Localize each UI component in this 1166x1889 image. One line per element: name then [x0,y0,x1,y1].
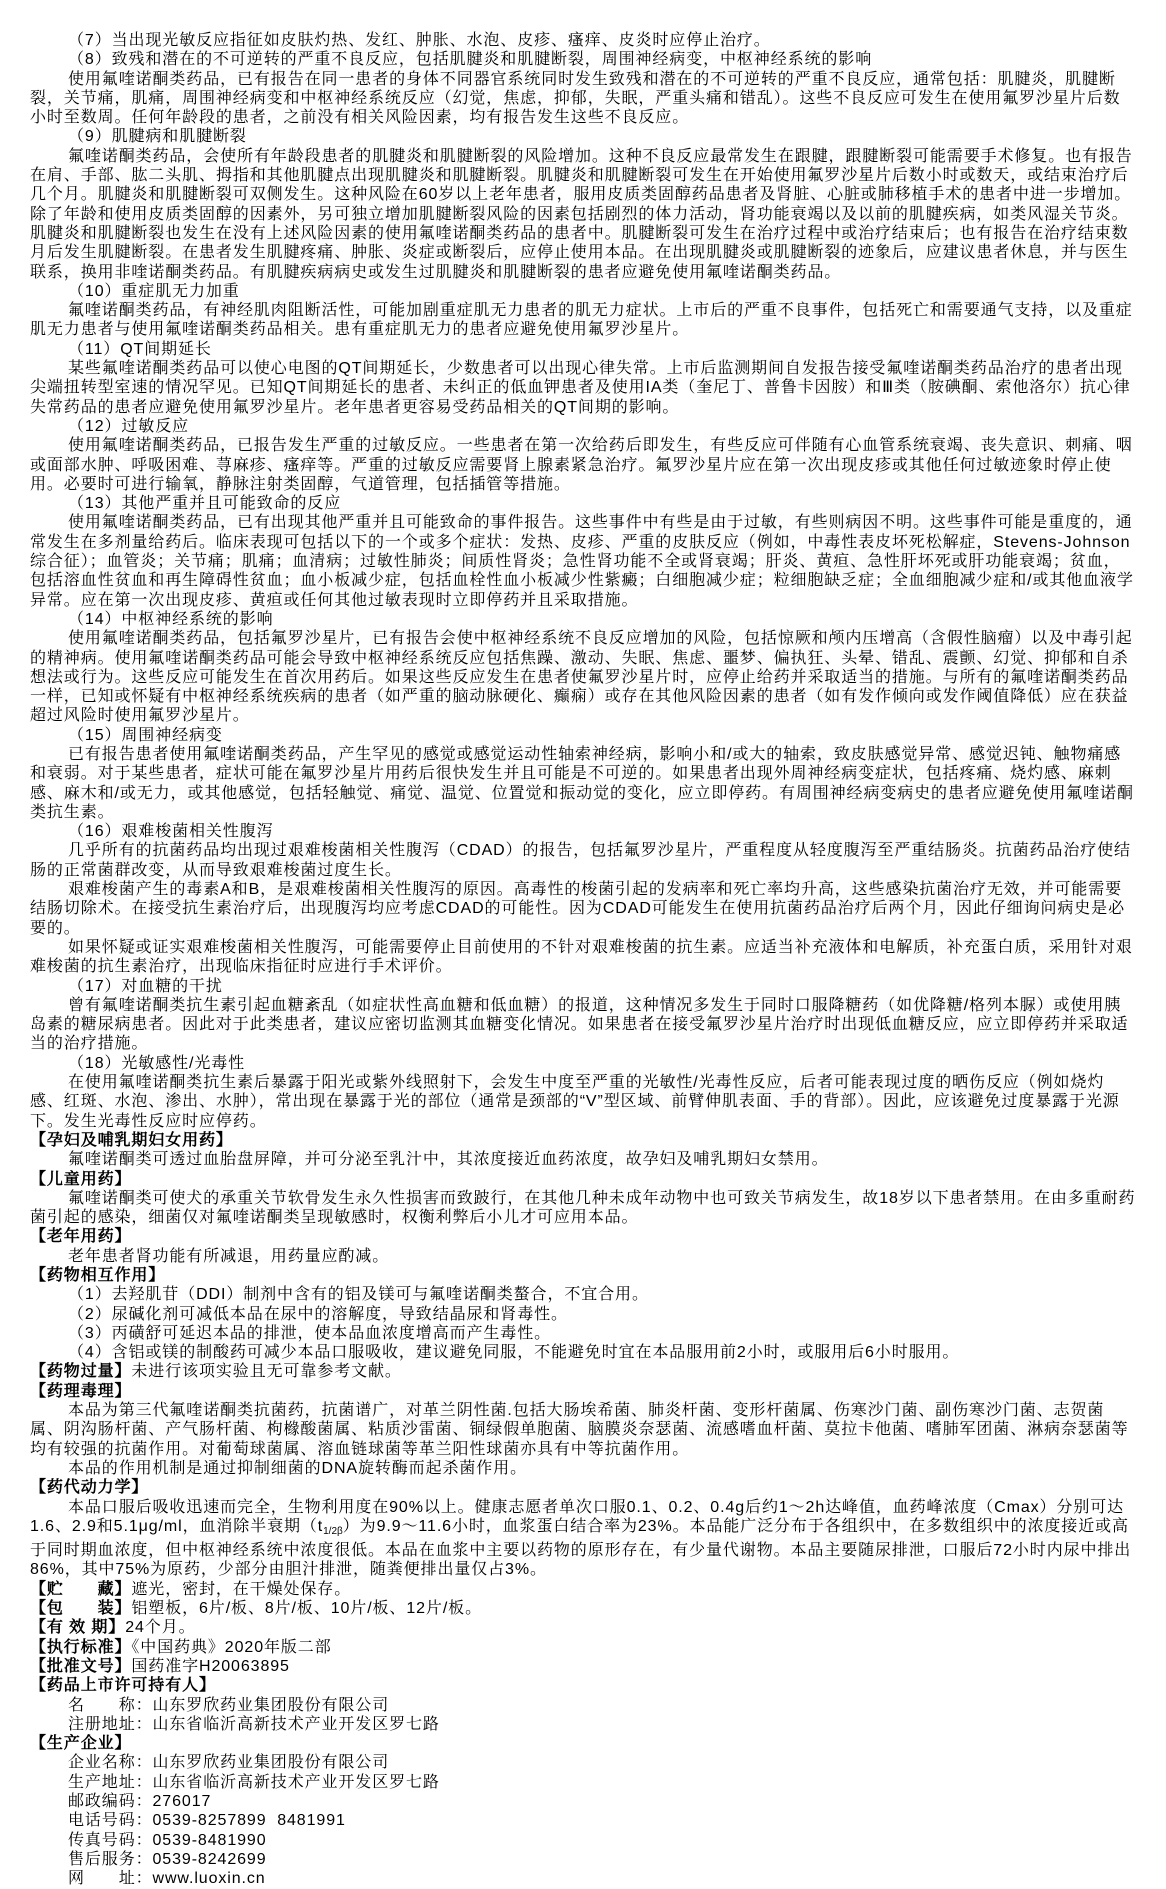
after-sales-service [30,1850,1136,1869]
warning-body-17 [30,996,1136,1054]
warning-item-7 [30,31,1136,50]
subscript-text: 1/2β [323,1525,343,1537]
text-run: 本品的作用机制是通过抑制细菌的DNA旋转酶而起杀菌作用。 [68,1459,527,1477]
text-run: 24个月。 [125,1619,196,1637]
text-run: ）为9.9～11.6小时，血浆蛋白结合率为23%。本品能广泛分布于各组织中，在多数组织中的浓度接近或高于同时期血浓度，但中枢神经系统中浓度很低。本品在血浆中主要以药物的原形存在，有少量代谢物。本品主要随尿排泄，口服后72小时内尿中排出86%，其中75%为原药，少部分由胆汁排泄，随粪便排出量仅占3%。 [30,1517,1132,1579]
warning-item-17 [30,977,1136,996]
text-run: （12）过敏反应 [68,417,189,435]
warning-item-11 [30,340,1136,359]
approval-number [30,1657,1136,1676]
warning-item-8 [30,50,1136,69]
warning-body-10 [30,301,1136,340]
text-run: 传真号码：0539-8481990 [68,1831,267,1849]
text-run: 艰难梭菌产生的毒素A和B，是艰难梭菌相关性腹泻的原因。高毒性的梭菌引起的发病率和死亡率均升高，这些感染抗菌治疗无效，并可能需要结肠切除术。在接受抗生素治疗后，出现腹泻均应考虑CDAD的可能性。因为CDAD可能发生在使用抗菌药品治疗后两个月，因此仔细询问病史是必要的。 [30,881,1125,937]
geriatric-body [30,1247,1136,1266]
section-drug-interactions [30,1266,1136,1285]
text-run: 企业名称：山东罗欣药业集团股份有限公司 [68,1754,390,1772]
warning-body-16a [30,841,1136,880]
text-run: 几乎所有的抗菌药品均出现过艰难梭菌相关性腹泻（CDAD）的报告，包括氟罗沙星片，严重程度从轻度腹泻至严重结肠炎。抗菌药品治疗使结肠的正常菌群改变，从而导致艰难梭菌过度生长。 [30,842,1131,879]
text-run: 铝塑板，6片/板、8片/板、10片/板、12片/板。 [131,1600,482,1618]
text-run: 电话号码：0539-8257899 8481991 [68,1812,346,1830]
interaction-item-4 [30,1343,1136,1362]
warning-item-14 [30,610,1136,629]
text-run: （17）对血糖的干扰 [68,977,223,995]
packaging [30,1599,1136,1618]
warning-body-8 [30,70,1136,128]
text-run: （11）QT间期延长 [68,340,212,358]
text-run: （10）重症肌无力加重 [68,282,240,300]
execution-standard [30,1638,1136,1657]
execution-standard-label: 【执行标准】 [30,1638,132,1656]
text-run: 使用氟喹诺酮类药品，已有报告在同一患者的身体不同器官系统同时发生致残和潜在的不可逆转的严重不良反应，通常包括：肌腱炎，肌腱断裂，关节痛，肌痛，周围神经病变和中枢神经系统反应（幻觉，焦虑，抑郁，失眠，严重头痛和错乱）。这些不良反应可发生在使用氟罗沙星片后数小时至数周。任何年龄段的患者，之前没有相关风险因素，均有报告发生这些不良反应。 [30,70,1121,127]
section-pharmacokinetics [30,1478,1136,1497]
text-run: 本品为第三代氟喹诺酮类抗菌药，抗菌谱广，对革兰阴性菌.包括大肠埃希菌、肺炎杆菌、变形杆菌属、伤寒沙门菌、副伤寒沙门菌、志贺菌属、阴沟肠杆菌、产气肠杆菌、枸橼酸菌属、粘质沙雷菌、铜绿假单胞菌、脑膜炎奈瑟菌、流感嗜血杆菌、莫拉卡他菌、嗜肺军团菌、淋病奈瑟菌等均有较强的抗菌作用。对葡萄球菌属、溶血链球菌等革兰阳性球菌亦具有中等抗菌作用。 [30,1402,1129,1458]
section-overdose [30,1362,1136,1381]
text-run: 名 称：山东罗欣药业集团股份有限公司 [68,1696,390,1714]
text-run: （18）光敏感性/光毒性 [68,1054,246,1072]
text-run: 氟喹诺酮类药品，有神经肌肉阻断活性，可能加剧重症肌无力患者的肌无力症状。上市后的严重不良事件，包括死亡和需要通气支持，以及重症肌无力患者与使用氟喹诺酮类药品相关。患有重症肌无力的患者应避免使用氟罗沙星片。 [30,302,1133,339]
text-run: 【生产企业】 [30,1735,132,1753]
warning-item-15 [30,726,1136,745]
section-manufacturer [30,1734,1136,1753]
text-run: 注册地址：山东省临沂高新技术产业开发区罗七路 [68,1715,440,1733]
text-run: 氟喹诺酮类可透过血胎盘屏障，并可分泌至乳汁中，其浓度接近血药浓度，故孕妇及哺乳期妇女禁用。 [68,1151,829,1169]
text-run: 老年患者肾功能有所减退，用药量应酌减。 [68,1247,390,1265]
manufacturer-name [30,1753,1136,1772]
warning-body-15 [30,745,1136,822]
text-run: （13）其他严重并且可能致命的反应 [68,495,342,513]
text-run: （1）去羟肌苷（DDI）制剂中含有的铝及镁可与氟喹诺酮类螯合，不宜合用。 [68,1286,649,1304]
postal-code [30,1792,1136,1811]
text-run: 本品口服后吸收迅速而完全，生物利用度在90%以上。健康志愿者单次口服0.1、0.2、0.4g后约1～2h达峰值，血药峰浓度（Cmax）分别可达1.6、2.9和5.1μg/ml，血消除半衰期（t [30,1498,1125,1535]
warning-body-16c [30,938,1136,977]
text-run: 曾有氟喹诺酮类抗生素引起血糖紊乱（如症状性高血糖和低血糖）的报道，这种情况多发生于同时口服降糖药（如优降糖/格列本脲）或使用胰岛素的糖尿病患者。因此对于此类患者，建议应密切监测其血糖变化情况。如果患者在接受氟罗沙星片治疗时出现低血糖反应，应立即停药并采取适当的治疗措施。 [30,996,1129,1053]
shelf-life [30,1618,1136,1637]
text-run: 使用氟喹诺酮类药品，已有出现其他严重并且可能致命的事件报告。这些事件中有些是由于过敏，有些则病因不明。这些事件可能是重度的，通常发生在多剂量给药后。临床表现可包括以下的一个或多个症状：发热、皮疹、严重的皮肤反应（例如，中毒性表皮坏死松解症，Stevens-Johnson综合征）；血管炎；关节痛；肌痛；血清病；过敏性肺炎；间质性肾炎；急性肾功能不全或肾衰竭；肝炎、黄疸、急性肝坏死或肝功能衰竭；贫血，包括溶血性贫血和再生障碍性贫血；血小板减少症，包括血栓性血小板减少性紫癜；白细胞减少症；粒细胞缺乏症；全血细胞减少症和/或其他血液学异常。应在第一次出现皮疹、黄疸或任何其他过敏表现时立即停药并且采取措施。 [30,514,1134,609]
section-geriatric-use [30,1227,1136,1246]
warning-body-11 [30,359,1136,417]
packaging-label: 【包 装】 [30,1600,132,1618]
holder-name [30,1696,1136,1715]
website [30,1869,1136,1888]
warning-body-14 [30,629,1136,725]
warning-body-9 [30,147,1136,282]
text-run: 【老年用药】 [30,1228,132,1246]
text-run: （14）中枢神经系统的影响 [68,610,274,628]
text-run: 如果怀疑或证实艰难梭菌相关性腹泻，可能需要停止目前使用的不针对艰难梭菌的抗生素。应适当补充液体和电解质，补充蛋白质，采用针对艰难梭菌的抗生素治疗，出现临床指征时应进行手术评价。 [30,938,1133,976]
text-run: 某些氟喹诺酮类药品可以使心电图的QT间期延长，少数患者可以出现心律失常。上市后监测期间自发报告接受氟喹诺酮类药品治疗的患者出现尖端扭转型室速的情况罕见。已知QT间期延长的患者、未纠正的低血钾患者及使用IA类（奎尼丁、普鲁卡因胺）和Ⅲ类（胺碘酮、索他洛尔）抗心律失常药品的患者应避免使用氟罗沙星片。老年患者更容易受药品相关的QT间期的影响。 [30,360,1131,416]
manufacturer-address [30,1773,1136,1792]
warning-item-16 [30,822,1136,841]
warning-item-9 [30,127,1136,146]
text-run: 《中国药典》2020年版二部 [131,1638,332,1656]
text-run: 【药物相互作用】 [30,1267,166,1284]
text-run: 【药品上市许可持有人】 [30,1677,216,1695]
warning-body-18 [30,1073,1136,1131]
text-run: 使用氟喹诺酮类药品，已报告发生严重的过敏反应。一些患者在第一次给药后即发生，有些反应可伴随有心血管系统衰竭、丧失意识、刺痛、咽或面部水肿、呼吸困难、荨麻疹、瘙痒等。严重的过敏反应需要肾上腺素紧急治疗。氟罗沙星片应在第一次出现皮疹或其他任何过敏迹象时停止使用。必要时可进行输氧，静脉注射类固醇，气道管理，包括插管等措施。 [30,437,1133,493]
interaction-item-1 [30,1285,1136,1304]
pregnancy-body [30,1150,1136,1169]
storage-label: 【贮 藏】 [30,1580,132,1598]
section-overdose-label: 【药物过量】 [30,1363,132,1381]
storage [30,1580,1136,1599]
text-run: 已有报告患者使用氟喹诺酮类药品，产生罕见的感觉或感觉运动性轴索神经病，影响小和/或大的轴索，致皮肤感觉异常、感觉迟钝、触物痛感和衰弱。对于某些患者，症状可能在氟罗沙星片用药后很快发生并且可能是不可逆的。如果患者出现外周神经病变症状，包括疼痛、烧灼感、麻刺感、麻木和/或无力，或其他感觉，包括轻触觉、痛觉、温觉、位置觉和振动觉的变化，应立即停药。有周围神经病变病史的患者应避免使用氟喹诺酮类抗生素。 [30,745,1134,821]
text-run: （3）丙磺舒可延迟本品的排泄，使本品血浓度增高而产生毒性。 [68,1324,551,1342]
text-run: （4）含铝或镁的制酸药可减少本品口服吸收，建议避免同服，不能避免时宜在本品服用前2小时，或服用后6小时服用。 [68,1344,960,1362]
warning-body-16b [30,880,1136,938]
text-run: 在使用氟喹诺酮类抗生素后暴露于阳光或紫外线照射下，会发生中度至严重的光敏性/光毒性反应，后者可能表现过度的晒伤反应（例如烧灼感、红斑、水泡、渗出、水肿），常出现在暴露于光的部位（通常是颈部的“V”型区域、前臂伸肌表面、手的背部）。因此，应该避免过度暴露于光源下。发生光毒性反应时应停药。 [30,1074,1120,1130]
interaction-item-2 [30,1305,1136,1324]
text-run: （7）当出现光敏反应指征如皮肤灼热、发红、肿胀、水泡、皮疹、瘙痒、皮炎时应停止治疗。 [68,32,771,49]
text-run: （16）艰难梭菌相关性腹泻 [68,823,274,841]
pediatric-body [30,1189,1136,1228]
document-body [30,31,1136,1889]
holder-registered-address [30,1715,1136,1734]
section-license-holder [30,1676,1136,1695]
phone-number [30,1811,1136,1830]
interaction-item-3 [30,1324,1136,1343]
warning-item-10 [30,282,1136,301]
text-run: （8）致残和潜在的不可逆转的严重不良反应，包括肌腱炎和肌腱断裂，周围神经病变，中枢神经系统的影响 [68,51,873,69]
text-run: （2）尿碱化剂可减低本品在尿中的溶解度，导致结晶尿和肾毒性。 [68,1305,568,1323]
warning-item-12 [30,417,1136,436]
text-run: （15）周围神经病变 [68,726,223,744]
pharmacology-body-2 [30,1459,1136,1478]
warning-item-13 [30,494,1136,513]
text-run: 未进行该项实验且无可靠参考文献。 [131,1363,402,1381]
text-run: 生产地址：山东省临沂高新技术产业开发区罗七路 [68,1773,440,1791]
text-run: 国药准字H20063895 [131,1657,290,1675]
fax-number [30,1831,1136,1850]
text-run: 网 址：www.luoxin.cn [68,1870,266,1888]
text-run: 【药理毒理】 [30,1382,132,1400]
text-run: 【孕妇及哺乳期妇女用药】 [30,1131,233,1149]
text-run: 【药代动力学】 [30,1479,149,1497]
text-run: 邮政编码：276017 [68,1793,212,1811]
text-run: （9）肌腱病和肌腱断裂 [68,128,247,146]
text-run: 氟喹诺酮类药品，会使所有年龄段患者的肌腱炎和肌腱断裂的风险增加。这种不良反应最常发生在跟腱，跟腱断裂可能需要手术修复。也有报告在肩、手部、肱二头肌、拇指和其他肌腱点出现肌腱炎和肌腱断裂。肌腱炎和肌腱断裂可发生在开始使用氟罗沙星片后数小时或数天，或结束治疗后几个月。肌腱炎和肌腱断裂可双侧发生。这种风险在60岁以上老年患者，服用皮质类固醇药品患者及肾脏、心脏或肺移植手术的患者中进一步增加。除了年龄和使用皮质类固醇的因素外，另可独立增加肌腱断裂风险的因素包括剧烈的体力活动，肾功能衰竭以及以前的肌腱疾病，如类风湿关节炎。肌腱炎和肌腱断裂也发生在没有上述风险因素的使用氟喹诺酮类药品的患者中。肌腱断裂可发生在治疗过程中或治疗结束后；也有报告在治疗结束数月后发生肌腱断裂。在患者发生肌腱疼痛、肿胀、炎症或断裂后，应停止使用本品。在出现肌腱炎或肌腱断裂的迹象后，应建议患者休息，并与医生联系，换用非喹诺酮类药品。有肌腱疾病病史或发生过肌腱炎和肌腱断裂的患者应避免使用氟喹诺酮类药品。 [30,147,1133,281]
pharmacology-body-1 [30,1401,1136,1459]
approval-number-label: 【批准文号】 [30,1657,132,1675]
warning-body-13 [30,513,1136,609]
pharmacokinetics-body [30,1498,1136,1580]
text-run: 【儿童用药】 [30,1170,132,1188]
shelf-life-label: 【有 效 期】 [30,1619,126,1637]
warning-body-12 [30,436,1136,494]
text-run: 遮光，密封，在干燥处保存。 [131,1580,352,1598]
text-run: 售后服务：0539-8242699 [68,1850,267,1868]
text-run: 使用氟喹诺酮类药品，包括氟罗沙星片，已有报告会使中枢神经系统不良反应增加的风险，包括惊厥和颅内压增高（含假性脑瘤）以及中毒引起的精神病。使用氟喹诺酮类药品可能会导致中枢神经系统反应包括焦躁、激动、失眠、焦虑、噩梦、偏执狂、头晕、错乱、震颤、幻觉、抑郁和自杀想法或行为。这些反应可能发生在首次用药后。如果这些反应发生在患者使氟罗沙星片时，应停止给药并采取适当的措施。与所有的氟喹诺酮类药品一样，已知或怀疑有中枢神经系统疾病的患者（如严重的脑动脉硬化、癫痫）或存在其他风险因素的患者（如有发作倾向或发作阈值降低）应在获益超过风险时使用氟罗沙星片。 [30,630,1133,725]
warning-item-18 [30,1054,1136,1073]
section-pediatric-use [30,1170,1136,1189]
section-pharmacology-toxicology [30,1382,1136,1401]
text-run: 氟喹诺酮类可使犬的承重关节软骨发生永久性损害而致跛行，在其他几种未成年动物中也可致关节病发生，故18岁以下患者禁用。在由多重耐药菌引起的感染，细菌仅对氟喹诺酮类呈现敏感时，权衡利弊后小儿才可应用本品。 [30,1189,1136,1227]
section-pregnancy-lactation [30,1131,1136,1150]
